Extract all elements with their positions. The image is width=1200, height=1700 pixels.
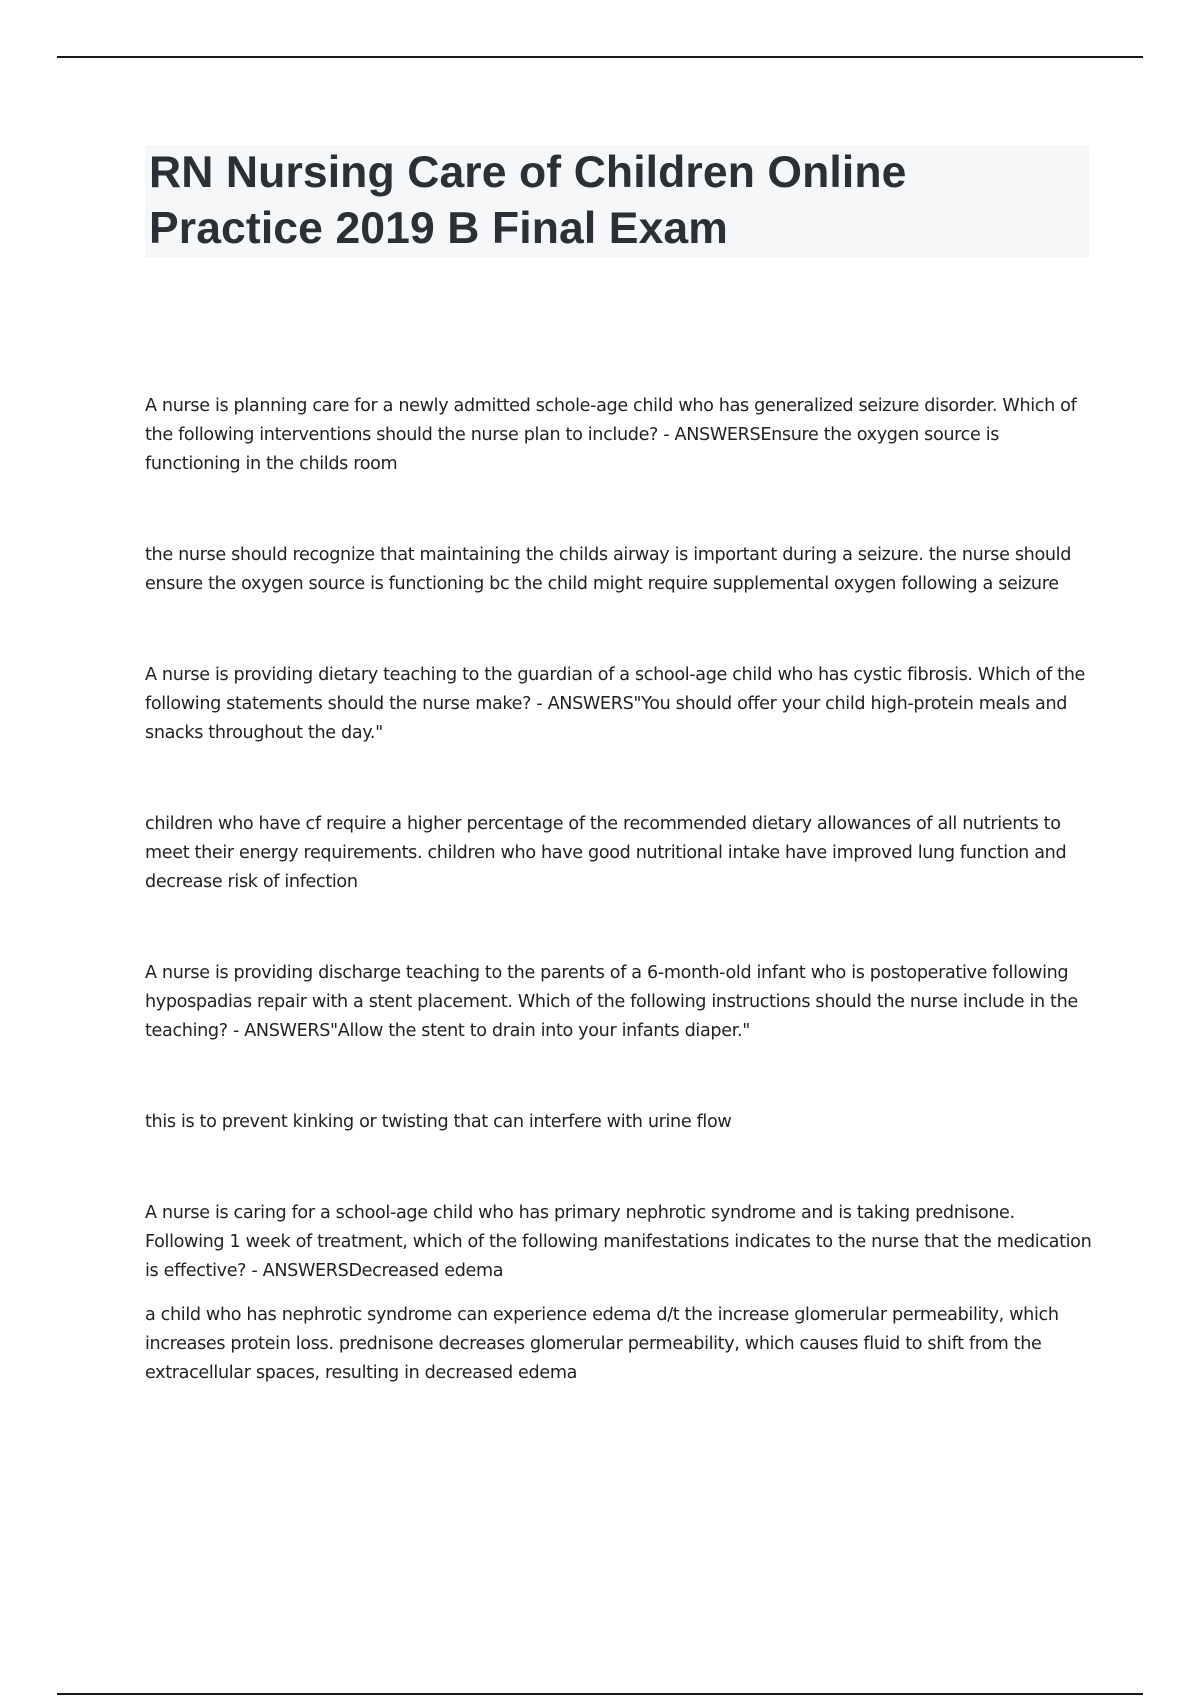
question-4: A nurse is caring for a school-age child who has primary nephrotic syndrome and is taking prednisone. Following 1 week of treatment, which of the following manifestations indicates to the nurse that the medication is effective? - ANSWERSDecreased edema <box>145 1203 1092 1281</box>
document-body <box>145 392 1095 1388</box>
question-2: A nurse is providing dietary teaching to the guardian of a school-age child who has cystic fibrosis. Which of the following statements should the nurse make? - ANSWERS"You should offer your child high-protein meals and snacks throughout the day." <box>145 665 1085 743</box>
top-divider <box>57 56 1143 58</box>
bottom-divider <box>57 1693 1143 1695</box>
question-1: A nurse is planning care for a newly admitted schole-age child who has generalized seizure disorder. Which of the following interventions should the nurse plan to include? - ANSWERSEnsure the oxygen source is functioning in the childs room <box>145 396 1077 474</box>
rationale-3: this is to prevent kinking or twisting that can interfere with urine flow <box>145 1112 732 1132</box>
page-title: RN Nursing Care of Children Online Practice 2019 B Final Exam <box>149 148 907 253</box>
rationale-2: children who have cf require a higher percentage of the recommended dietary allowances of all nutrients to meet their energy requirements. children who have good nutritional intake have improved lung function and decrease risk of infection <box>145 814 1067 892</box>
title-block <box>145 145 1089 257</box>
rationale-4: a child who has nephrotic syndrome can experience edema d/t the increase glomerular permeability, which increases protein loss. prednisone decreases glomerular permeability, which causes fluid to shift from the extracellular spaces, resulting in decreased edema <box>145 1305 1059 1383</box>
rationale-1: the nurse should recognize that maintaining the childs airway is important during a seizure. the nurse should ensure the oxygen source is functioning bc the child might require supplemental oxygen following a seizure <box>145 545 1072 594</box>
question-3: A nurse is providing discharge teaching to the parents of a 6-month-old infant who is postoperative following hypospadias repair with a stent placement. Which of the following instructions should the nurse include in the teaching? - ANSWERS"Allow the stent to drain into your infants diaper." <box>145 963 1078 1041</box>
